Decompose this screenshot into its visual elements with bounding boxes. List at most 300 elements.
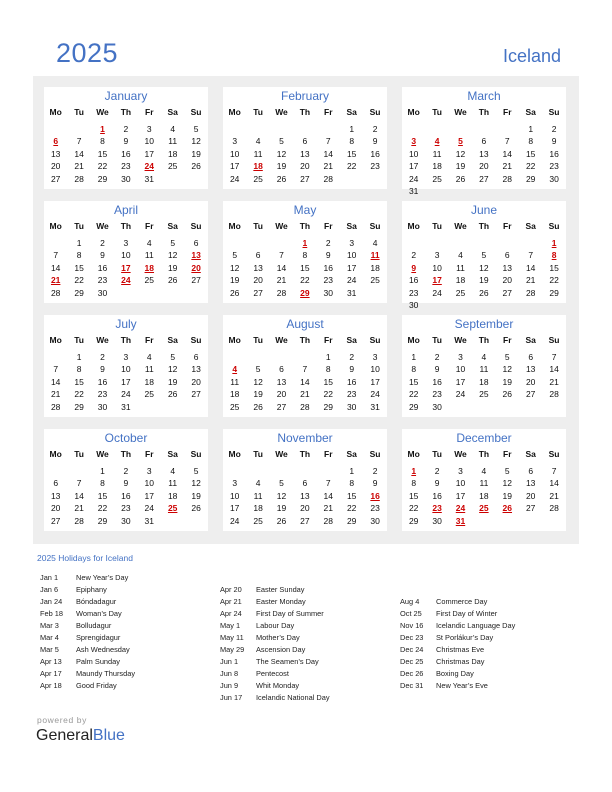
holiday-name: The Seamen’s Day xyxy=(256,657,319,666)
calendar-day: 18 xyxy=(253,503,263,514)
weekday-label: Su xyxy=(548,335,560,345)
calendar-day: 2 xyxy=(100,238,105,248)
calendar-day: 3 xyxy=(123,352,129,362)
calendar-day: 20 xyxy=(50,503,61,514)
calendar-day: 9 xyxy=(349,364,355,375)
holiday-day: 18 xyxy=(253,161,263,172)
weekday-label: We xyxy=(96,335,109,345)
calendar-day: 30 xyxy=(346,401,357,412)
weekday-label: Tu xyxy=(432,335,442,345)
calendar-day: 13 xyxy=(50,148,61,159)
calendar-day: 25 xyxy=(479,389,489,400)
holiday-day: 21 xyxy=(50,275,61,286)
holiday-date: Oct 25 xyxy=(400,609,422,618)
holiday-day: 9 xyxy=(411,262,417,273)
month-name: June xyxy=(470,203,498,217)
calendar-day: 9 xyxy=(123,478,129,489)
calendar-day: 11 xyxy=(432,148,442,159)
month-march xyxy=(402,87,566,196)
brand-logo[interactable] xyxy=(36,727,125,745)
calendar-day: 3 xyxy=(232,136,238,147)
calendar-day: 12 xyxy=(276,148,287,159)
calendar-day: 16 xyxy=(346,376,357,387)
weekday-label: Tu xyxy=(253,221,263,231)
calendar-day: 6 xyxy=(53,478,59,489)
calendar-day: 21 xyxy=(50,389,61,400)
weekday-label: Sa xyxy=(346,107,357,117)
calendar-day: 26 xyxy=(167,389,178,400)
calendar-day: 14 xyxy=(549,478,559,489)
calendar-day: 15 xyxy=(323,376,334,387)
holiday-date: Dec 23 xyxy=(400,633,424,642)
calendar-day: 11 xyxy=(144,250,154,261)
page-title: 2025 xyxy=(56,38,119,68)
calendar-day: 11 xyxy=(456,262,465,273)
calendar-day: 6 xyxy=(504,250,510,261)
calendar-day: 29 xyxy=(97,173,108,184)
holiday-name: Ascension Day xyxy=(256,645,306,654)
calendar-day: 28 xyxy=(525,287,536,298)
calendar-day: 28 xyxy=(502,173,513,184)
weekday-label: Su xyxy=(190,335,202,345)
holiday-date: Aug 4 xyxy=(400,597,420,606)
calendar-day: 8 xyxy=(76,250,82,261)
month-name: October xyxy=(104,431,148,445)
calendar-day: 13 xyxy=(525,478,536,489)
calendar-day: 24 xyxy=(370,389,380,400)
weekday-label: Tu xyxy=(253,335,263,345)
holiday-name: Labour Day xyxy=(256,621,295,630)
calendar-day: 17 xyxy=(455,376,466,387)
weekday-label: Su xyxy=(548,107,560,117)
calendar-day: 15 xyxy=(300,262,310,273)
holiday-day: 24 xyxy=(144,161,155,172)
holiday-day: 1 xyxy=(302,238,308,248)
weekday-label: Sa xyxy=(346,335,357,345)
holiday-day: 4 xyxy=(232,364,238,375)
calendar-day: 22 xyxy=(346,161,357,172)
weekday-label: Mo xyxy=(407,335,420,345)
powered-by-text: powered by xyxy=(37,715,87,725)
calendar-day: 13 xyxy=(300,148,310,159)
calendar-day: 21 xyxy=(323,503,334,514)
calendar-day: 30 xyxy=(121,173,131,184)
calendar-day: 25 xyxy=(432,173,442,184)
calendar-day: 24 xyxy=(229,515,240,526)
calendar-day: 23 xyxy=(370,161,380,172)
calendar-day: 10 xyxy=(370,364,380,375)
calendar-day: 25 xyxy=(167,161,178,172)
weekday-label: Tu xyxy=(74,107,84,117)
calendar-day: 11 xyxy=(253,148,263,159)
day-grid xyxy=(223,466,387,530)
calendar-day: 22 xyxy=(97,503,108,514)
holiday-name: Good Friday xyxy=(76,681,117,690)
calendar-day: 26 xyxy=(502,389,513,400)
holiday-date: Apr 18 xyxy=(40,681,62,690)
calendar-day: 30 xyxy=(97,401,108,412)
holiday-name: Ash Wednesday xyxy=(76,645,130,654)
holiday-date: Jan 24 xyxy=(40,597,63,606)
holiday-day: 1 xyxy=(100,124,105,134)
month-name: December xyxy=(456,431,512,445)
calendar-day: 27 xyxy=(276,401,287,412)
weekday-label: Fr xyxy=(324,107,333,117)
holiday-date: Jan 1 xyxy=(40,573,59,582)
calendar-day: 1 xyxy=(100,466,105,476)
weekday-label: Su xyxy=(548,221,560,231)
day-grid xyxy=(223,352,387,416)
calendar-day: 31 xyxy=(346,287,357,298)
weekday-header xyxy=(44,335,208,347)
calendar-day: 19 xyxy=(253,389,263,400)
calendar-day: 21 xyxy=(276,275,287,286)
calendar-day: 13 xyxy=(479,148,489,159)
calendar-day: 11 xyxy=(230,376,240,387)
month-april xyxy=(44,201,208,303)
day-grid xyxy=(44,466,208,530)
calendar-day: 28 xyxy=(549,389,559,400)
calendar-day: 12 xyxy=(229,262,240,273)
holiday-date: Jun 17 xyxy=(220,693,243,702)
weekday-label: Fr xyxy=(503,107,512,117)
holiday-day: 25 xyxy=(479,503,489,514)
calendar-day: 30 xyxy=(432,515,442,526)
month-name: September xyxy=(454,317,514,331)
calendar-day: 3 xyxy=(146,466,152,476)
day-grid xyxy=(402,352,566,416)
weekday-label: Mo xyxy=(49,449,62,459)
calendar-day: 29 xyxy=(346,515,357,526)
calendar-day: 12 xyxy=(276,490,287,501)
calendar-day: 6 xyxy=(193,238,199,248)
calendar-day: 12 xyxy=(167,364,178,375)
calendar-day: 18 xyxy=(370,262,380,273)
weekday-label: Sa xyxy=(346,221,357,231)
weekday-label: Fr xyxy=(324,335,333,345)
weekday-label: Th xyxy=(299,221,311,231)
weekday-label: Tu xyxy=(253,449,263,459)
calendar-day: 17 xyxy=(370,376,380,387)
holiday-name: Pentecost xyxy=(256,669,289,678)
calendar-day: 26 xyxy=(276,173,287,184)
weekday-label: Mo xyxy=(49,335,62,345)
calendar-day: 7 xyxy=(325,478,331,489)
weekday-label: Fr xyxy=(145,107,154,117)
day-grid xyxy=(402,124,566,196)
calendar-day: 21 xyxy=(323,161,334,172)
calendar-day: 24 xyxy=(408,173,419,184)
calendar-day: 14 xyxy=(323,490,334,501)
weekday-label: We xyxy=(275,107,288,117)
calendar-day: 27 xyxy=(502,287,513,298)
country-name: Iceland xyxy=(502,46,561,66)
calendar-day: 23 xyxy=(432,389,442,400)
weekday-label: Mo xyxy=(228,335,241,345)
calendar-day: 9 xyxy=(434,364,440,375)
calendar-day: 4 xyxy=(170,466,176,476)
calendar-day: 20 xyxy=(479,161,489,172)
calendar-day: 2 xyxy=(123,466,129,476)
calendar-day: 29 xyxy=(408,401,419,412)
holiday-day: 23 xyxy=(432,503,442,514)
calendar-day: 15 xyxy=(97,490,108,501)
weekday-label: Sa xyxy=(525,221,536,231)
calendar-day: 15 xyxy=(346,490,357,501)
holiday-day: 6 xyxy=(53,136,59,147)
calendar-day: 28 xyxy=(74,515,84,526)
weekday-label: Mo xyxy=(407,449,420,459)
holiday-day: 17 xyxy=(121,262,131,273)
calendar-day: 21 xyxy=(549,376,559,387)
calendar-day: 10 xyxy=(121,250,131,261)
calendar-day: 16 xyxy=(121,490,131,501)
weekday-label: We xyxy=(275,335,288,345)
calendar-day: 14 xyxy=(50,376,61,387)
calendar-day: 9 xyxy=(100,364,105,375)
calendar-day: 9 xyxy=(100,250,105,261)
calendar-day: 29 xyxy=(408,515,419,526)
calendar-day: 22 xyxy=(408,503,419,514)
calendar-day: 15 xyxy=(74,262,84,273)
holiday-date: Jun 8 xyxy=(220,669,239,678)
calendar-day: 14 xyxy=(74,148,84,159)
weekday-label: Fr xyxy=(324,449,333,459)
holiday-day: 20 xyxy=(191,262,201,273)
holiday-date: Jun 9 xyxy=(220,681,239,690)
calendar-day: 2 xyxy=(349,352,355,362)
month-october xyxy=(44,429,208,531)
holiday-date: Jan 6 xyxy=(40,585,59,594)
calendar-day: 5 xyxy=(170,352,176,362)
day-grid xyxy=(402,466,566,530)
calendar-day: 2 xyxy=(325,238,331,248)
holiday-name: Icelandic Language Day xyxy=(436,621,516,630)
weekday-label: Th xyxy=(120,449,132,459)
calendar-day: 11 xyxy=(479,364,489,375)
calendar-day: 19 xyxy=(276,161,287,172)
weekday-label: Th xyxy=(120,335,132,345)
holiday-day: 3 xyxy=(411,136,417,147)
holiday-date: Dec 24 xyxy=(400,645,424,654)
weekday-label: Su xyxy=(548,449,560,459)
weekday-label: Mo xyxy=(49,221,62,231)
calendar-day: 1 xyxy=(528,124,534,134)
calendar-day: 4 xyxy=(255,136,261,147)
calendar-day: 22 xyxy=(97,161,108,172)
calendar-day: 20 xyxy=(300,161,310,172)
calendar-day: 10 xyxy=(229,490,240,501)
calendar-day: 30 xyxy=(432,401,442,412)
holiday-date: Dec 31 xyxy=(400,681,424,690)
calendar-day: 22 xyxy=(323,389,334,400)
calendar-day: 10 xyxy=(455,364,466,375)
holiday-name: First Day of Summer xyxy=(256,609,324,618)
holiday-day: 18 xyxy=(144,262,155,273)
calendar-day: 25 xyxy=(229,401,240,412)
calendar-day: 4 xyxy=(255,478,261,489)
calendar-day: 10 xyxy=(408,148,419,159)
calendar-day: 5 xyxy=(232,250,238,261)
calendar-day: 5 xyxy=(279,478,284,489)
holiday-name: Woman’s Day xyxy=(76,609,122,618)
calendar-day: 26 xyxy=(276,515,287,526)
calendar-day: 18 xyxy=(167,148,178,159)
day-grid xyxy=(44,352,208,416)
weekday-header xyxy=(223,221,387,233)
holiday-date: Nov 16 xyxy=(400,621,424,630)
calendar-day: 17 xyxy=(229,161,240,172)
holiday-date: Jun 1 xyxy=(220,657,239,666)
calendar-day: 19 xyxy=(167,376,178,387)
calendar-day: 31 xyxy=(408,186,419,196)
calendar-day: 26 xyxy=(455,173,466,184)
month-name: May xyxy=(293,203,317,217)
calendar-day: 31 xyxy=(144,515,155,526)
calendar-day: 23 xyxy=(370,503,380,514)
calendar-day: 13 xyxy=(253,262,263,273)
calendar-day: 25 xyxy=(144,275,155,286)
calendar-day: 28 xyxy=(50,401,61,412)
holiday-day: 4 xyxy=(434,136,440,147)
calendar-day: 8 xyxy=(411,364,417,375)
month-name: August xyxy=(286,317,324,331)
calendar-day: 8 xyxy=(349,478,355,489)
calendar-day: 2 xyxy=(123,124,129,134)
calendar-day: 30 xyxy=(323,287,334,298)
holiday-day: 1 xyxy=(411,466,417,476)
weekday-label: Th xyxy=(299,335,311,345)
calendar-day: 27 xyxy=(253,287,263,298)
calendar-day: 6 xyxy=(528,352,534,362)
calendar-day: 2 xyxy=(372,124,378,134)
holiday-date: May 11 xyxy=(220,633,244,642)
calendar-day: 19 xyxy=(455,161,466,172)
holiday-date: Mar 5 xyxy=(40,645,59,654)
calendar-day: 22 xyxy=(525,161,536,172)
calendar-day: 18 xyxy=(229,389,240,400)
weekday-header xyxy=(44,449,208,461)
calendar-day: 20 xyxy=(300,503,310,514)
calendar-day: 23 xyxy=(121,503,131,514)
holiday-date: Apr 17 xyxy=(40,669,62,678)
calendar-day: 16 xyxy=(432,376,442,387)
calendar-day: 3 xyxy=(123,238,129,248)
calendar-day: 14 xyxy=(502,148,513,159)
calendar-day: 17 xyxy=(229,503,240,514)
weekday-label: Th xyxy=(478,107,490,117)
calendar-day: 10 xyxy=(144,136,155,147)
holiday-name: Sprengidagur xyxy=(76,633,121,642)
calendar-day: 21 xyxy=(502,161,513,172)
calendar-day: 5 xyxy=(255,364,261,375)
holiday-day: 8 xyxy=(551,250,557,261)
weekday-header xyxy=(223,107,387,119)
calendar-day: 1 xyxy=(76,238,82,248)
calendar-day: 13 xyxy=(276,376,287,387)
calendar-day: 27 xyxy=(479,173,489,184)
calendar-day: 11 xyxy=(253,490,263,501)
weekday-label: Th xyxy=(120,107,132,117)
month-name: January xyxy=(104,89,148,103)
weekday-label: Fr xyxy=(503,449,512,459)
calendar-day: 7 xyxy=(504,136,510,147)
calendar-day: 6 xyxy=(481,136,487,147)
calendar-day: 7 xyxy=(76,478,82,489)
holiday-name: Easter Sunday xyxy=(256,585,305,594)
calendar-day: 27 xyxy=(300,515,310,526)
holiday-day: 25 xyxy=(167,503,178,514)
calendar-day: 8 xyxy=(528,136,534,147)
calendar-day: 25 xyxy=(144,389,155,400)
calendar-day: 6 xyxy=(279,364,284,375)
calendar-day: 18 xyxy=(432,161,442,172)
holiday-name: Mother’s Day xyxy=(256,633,300,642)
holiday-day: 26 xyxy=(502,503,513,514)
calendar-day: 16 xyxy=(370,148,380,159)
calendar-day: 11 xyxy=(144,364,154,375)
calendar-day: 9 xyxy=(551,136,557,147)
holiday-name: New Year’s Day xyxy=(76,573,129,582)
weekday-label: Th xyxy=(478,449,490,459)
calendar-day: 9 xyxy=(123,136,129,147)
calendar-day: 5 xyxy=(481,250,487,261)
calendar-day: 21 xyxy=(549,490,559,501)
calendar-day: 12 xyxy=(502,478,513,489)
holiday-name: Bolludagur xyxy=(76,621,112,630)
holiday-date: Dec 26 xyxy=(400,669,424,678)
calendar-day: 14 xyxy=(300,376,310,387)
calendar-day: 23 xyxy=(97,389,108,400)
calendar-day: 1 xyxy=(349,124,355,134)
calendar-day: 4 xyxy=(481,466,487,476)
holiday-day: 11 xyxy=(370,250,380,261)
calendar-day: 2 xyxy=(372,466,378,476)
calendar-day: 13 xyxy=(502,262,513,273)
month-june xyxy=(402,201,566,310)
weekday-label: We xyxy=(275,221,288,231)
brand-blue: Blue xyxy=(92,727,125,744)
calendar-day: 25 xyxy=(455,287,466,298)
weekday-label: We xyxy=(454,107,467,117)
holiday-date: May 1 xyxy=(220,621,241,630)
weekday-label: Fr xyxy=(503,221,512,231)
holiday-day: 31 xyxy=(455,515,466,526)
calendar-day: 3 xyxy=(458,466,463,476)
calendar-day: 3 xyxy=(458,352,463,362)
calendar-day: 20 xyxy=(253,275,263,286)
holiday-name: Epiphany xyxy=(76,585,107,594)
holiday-name: Maundy Thursday xyxy=(76,669,136,678)
calendar-day: 17 xyxy=(121,376,131,387)
weekday-label: Tu xyxy=(432,221,442,231)
calendar-day: 21 xyxy=(74,161,84,172)
calendar-day: 4 xyxy=(146,238,152,248)
calendar-day: 16 xyxy=(121,148,131,159)
calendar-day: 19 xyxy=(191,490,201,501)
calendar-day: 27 xyxy=(525,389,536,400)
weekday-label: Tu xyxy=(74,335,84,345)
weekday-label: Mo xyxy=(228,449,241,459)
calendar-day: 9 xyxy=(325,250,331,261)
calendar-day: 2 xyxy=(411,250,417,261)
holiday-name: Boxing Day xyxy=(436,669,474,678)
calendar-day: 15 xyxy=(549,262,559,273)
calendar-day: 12 xyxy=(502,364,513,375)
calendar-day: 6 xyxy=(255,250,261,261)
holiday-day: 13 xyxy=(191,250,201,261)
calendar-day: 5 xyxy=(193,124,199,134)
